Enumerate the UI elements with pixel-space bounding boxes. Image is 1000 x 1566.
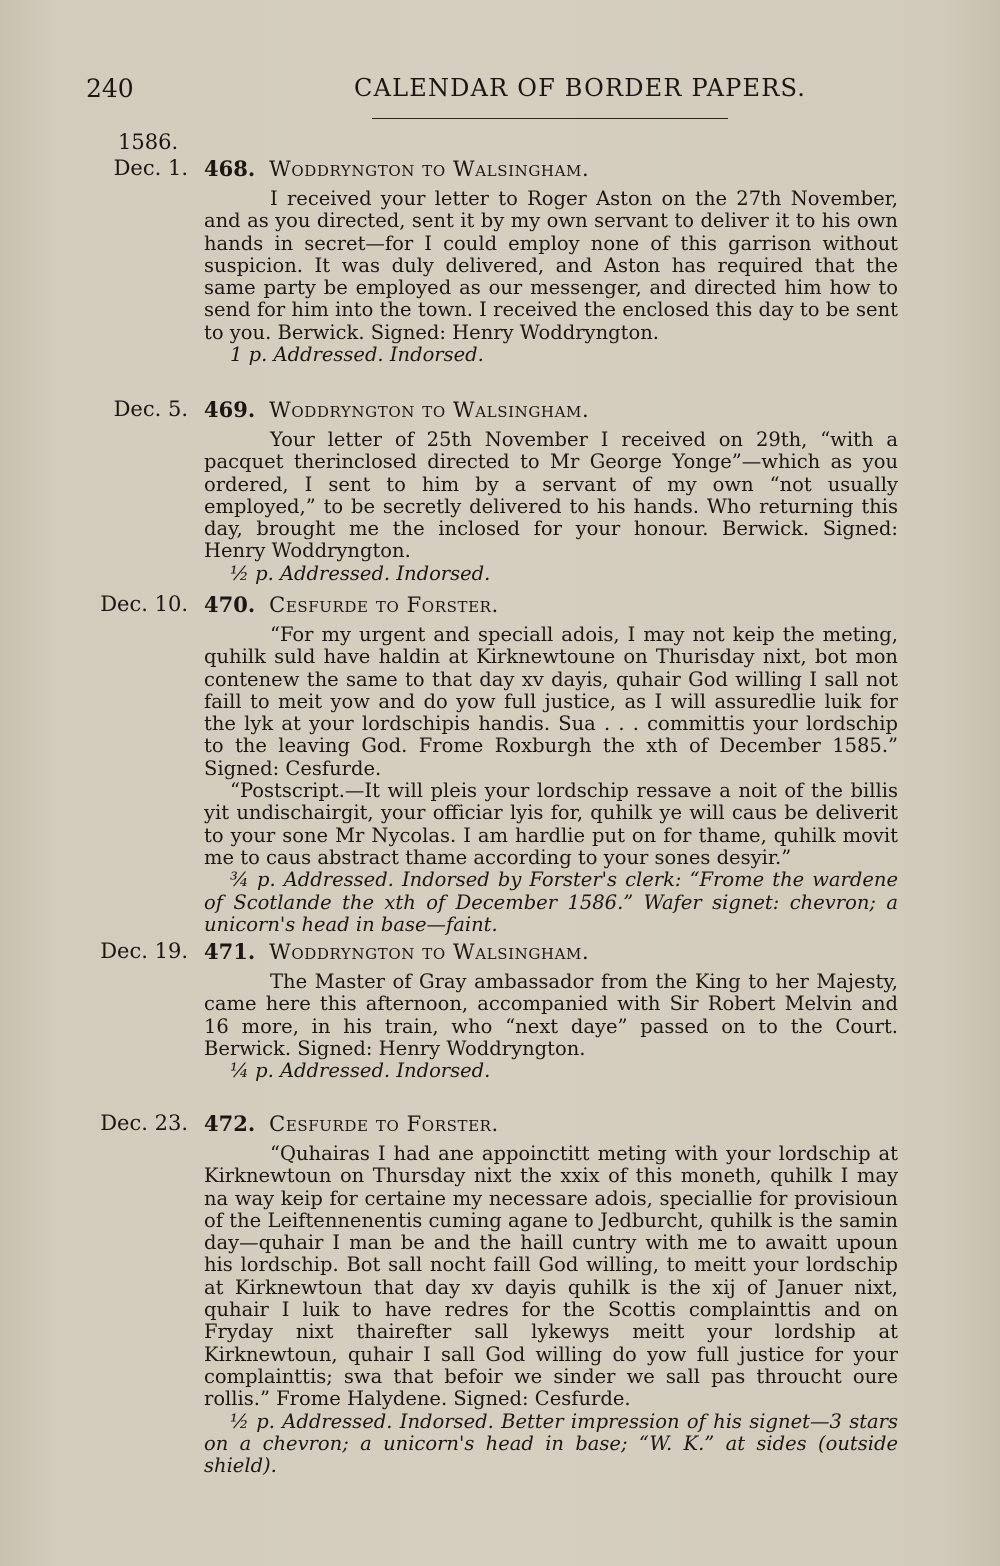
- entry-heading: [204, 397, 589, 422]
- entry-text: The Master of Gray ambassador from the King to her Majesty, came here this afternoon, accompanied with Sir Robert Melvin and 16 more, in his train, who “next daye” passed on to the Court. Berwick. Signed: Henry Woddryngton.: [204, 970, 898, 1060]
- entry-date: Dec. 19.: [100, 939, 188, 963]
- entry-body: [204, 624, 898, 936]
- entry-text: I received your letter to Roger Aston on the 27th November, and as you directed, sent it by my own servant to deliver it to his own hands in secret—for I could employ none of this garrison without suspicion. It was duly delivered, and Aston has required that the same party be employed as our messenger, and directed him how to send for him into the town. I received the enclosed this day to be sent to you. Berwick. Signed: Henry Woddryngton.: [204, 187, 898, 344]
- entry-body: [204, 188, 898, 366]
- entry-title: Woddryngton to Walsingham.: [269, 398, 590, 422]
- entry-text: “Quhairas I had ane appoinctitt meting with your lordschip at Kirknewtoun on Thursday nixt the xxix of this moneth, quhilk I may na way keip for certaine my necessare adois, speciallie for provisioun of the Leiftennenentis cuming agane to Jedburcht, quhilk is the samin day—quhair I man be and the haill cuntry with me to awaitt upoun his lordschip. Bot sall nocht faill God willing, to meitt your lordschip at Kirknewtoun that day xv dayis quhilk is the xij of Januer nixt, quhair I luik to have redres for the Scottis complainttis and on Fryday nixt thairefter sall lykewys meitt your lordship at Kirknewtoun, quhair I sall God willing do yow full justice for your complainttis; swa that befoir we sinder we sall pas throucht oure rollis.” Frome Halydene. Signed: Cesfurde.: [204, 1142, 898, 1411]
- page-number: 240: [86, 74, 134, 103]
- entry-date: Dec. 5.: [113, 397, 188, 421]
- header-rule: [372, 118, 728, 119]
- entry-heading: [204, 939, 589, 964]
- entry-heading: [204, 1111, 499, 1136]
- page-header: [86, 74, 1000, 108]
- entry-heading: [204, 592, 499, 617]
- entry-date: Dec. 1.: [113, 156, 188, 180]
- entry-note: ½ p. Addressed. Indorsed.: [230, 561, 491, 585]
- year-marker: 1586.: [118, 130, 179, 154]
- entry-title: Cesfurde to Forster.: [269, 1112, 499, 1136]
- entry-text: Your letter of 25th November I received on 29th, “with a pacquet therinclosed directed to Mr George Yonge”—which as you ordered, I sent to him by a servant of my own “not usually employed,” to be secretly delivered to his hands. Who returning this day, brought me the inclosed for your honour. Berwick. Signed: Henry Woddryngton.: [204, 428, 898, 563]
- entry-body: [204, 429, 898, 585]
- entry-date: Dec. 10.: [100, 592, 188, 616]
- entry-note: ¼ p. Addressed. Indorsed.: [230, 1059, 491, 1083]
- running-title: CALENDAR OF BORDER PAPERS.: [354, 74, 807, 102]
- entry-number: 469.: [204, 397, 256, 422]
- entry-number: 470.: [204, 592, 256, 617]
- entry-number: 472.: [204, 1111, 256, 1136]
- entry-number: 471.: [204, 939, 256, 964]
- entry-note: 1 p. Addressed. Indorsed.: [230, 343, 484, 367]
- entry-title: Cesfurde to Forster.: [269, 593, 499, 617]
- entry-body: [204, 1143, 898, 1477]
- entry-postscript: “Postscript.—It will pleis your lordschip ressave a noit of the billis yit undischairgit, your officiar lyis for, quhilk ye will caus be deliverit to your sone Mr Nycolas. I am hardlie put on for thame, quhilk movit me to caus abstract thame according to your sones desyir.”: [204, 779, 898, 869]
- entry-number: 468.: [204, 156, 256, 181]
- entry-note: ½ p. Addressed. Indorsed. Better impression of his signet—3 stars on a chevron; a unicorn's head in base; “W. K.” at sides (outside shield).: [204, 1409, 898, 1478]
- entry-text: “For my urgent and speciall adois, I may not keip the meting, quhilk suld have haldin at Kirknewtoune on Thurisday nixt, bot mon contenew the same to that day xv dayis, quhair God willing I sall not faill to meit yow and do yow full justice, as I will assuredlie luik for the lyk at your lordschipis handis. Sua . . . committis your lordschip to the leaving God. Frome Roxburgh the xth of December 1585.” Signed: Cesfurde.: [204, 623, 898, 780]
- entry-date: Dec. 23.: [100, 1111, 188, 1135]
- entry-title: Woddryngton to Walsingham.: [269, 940, 590, 964]
- entry-title: Woddryngton to Walsingham.: [269, 157, 590, 181]
- entry-note: ¾ p. Addressed. Indorsed by Forster's clerk: “Frome the wardene of Scotlande the xth of December 1586.” Wafer signet: chevron; a unicorn's head in base—faint.: [204, 868, 898, 936]
- entry-body: [204, 971, 898, 1082]
- entry-heading: [204, 156, 589, 181]
